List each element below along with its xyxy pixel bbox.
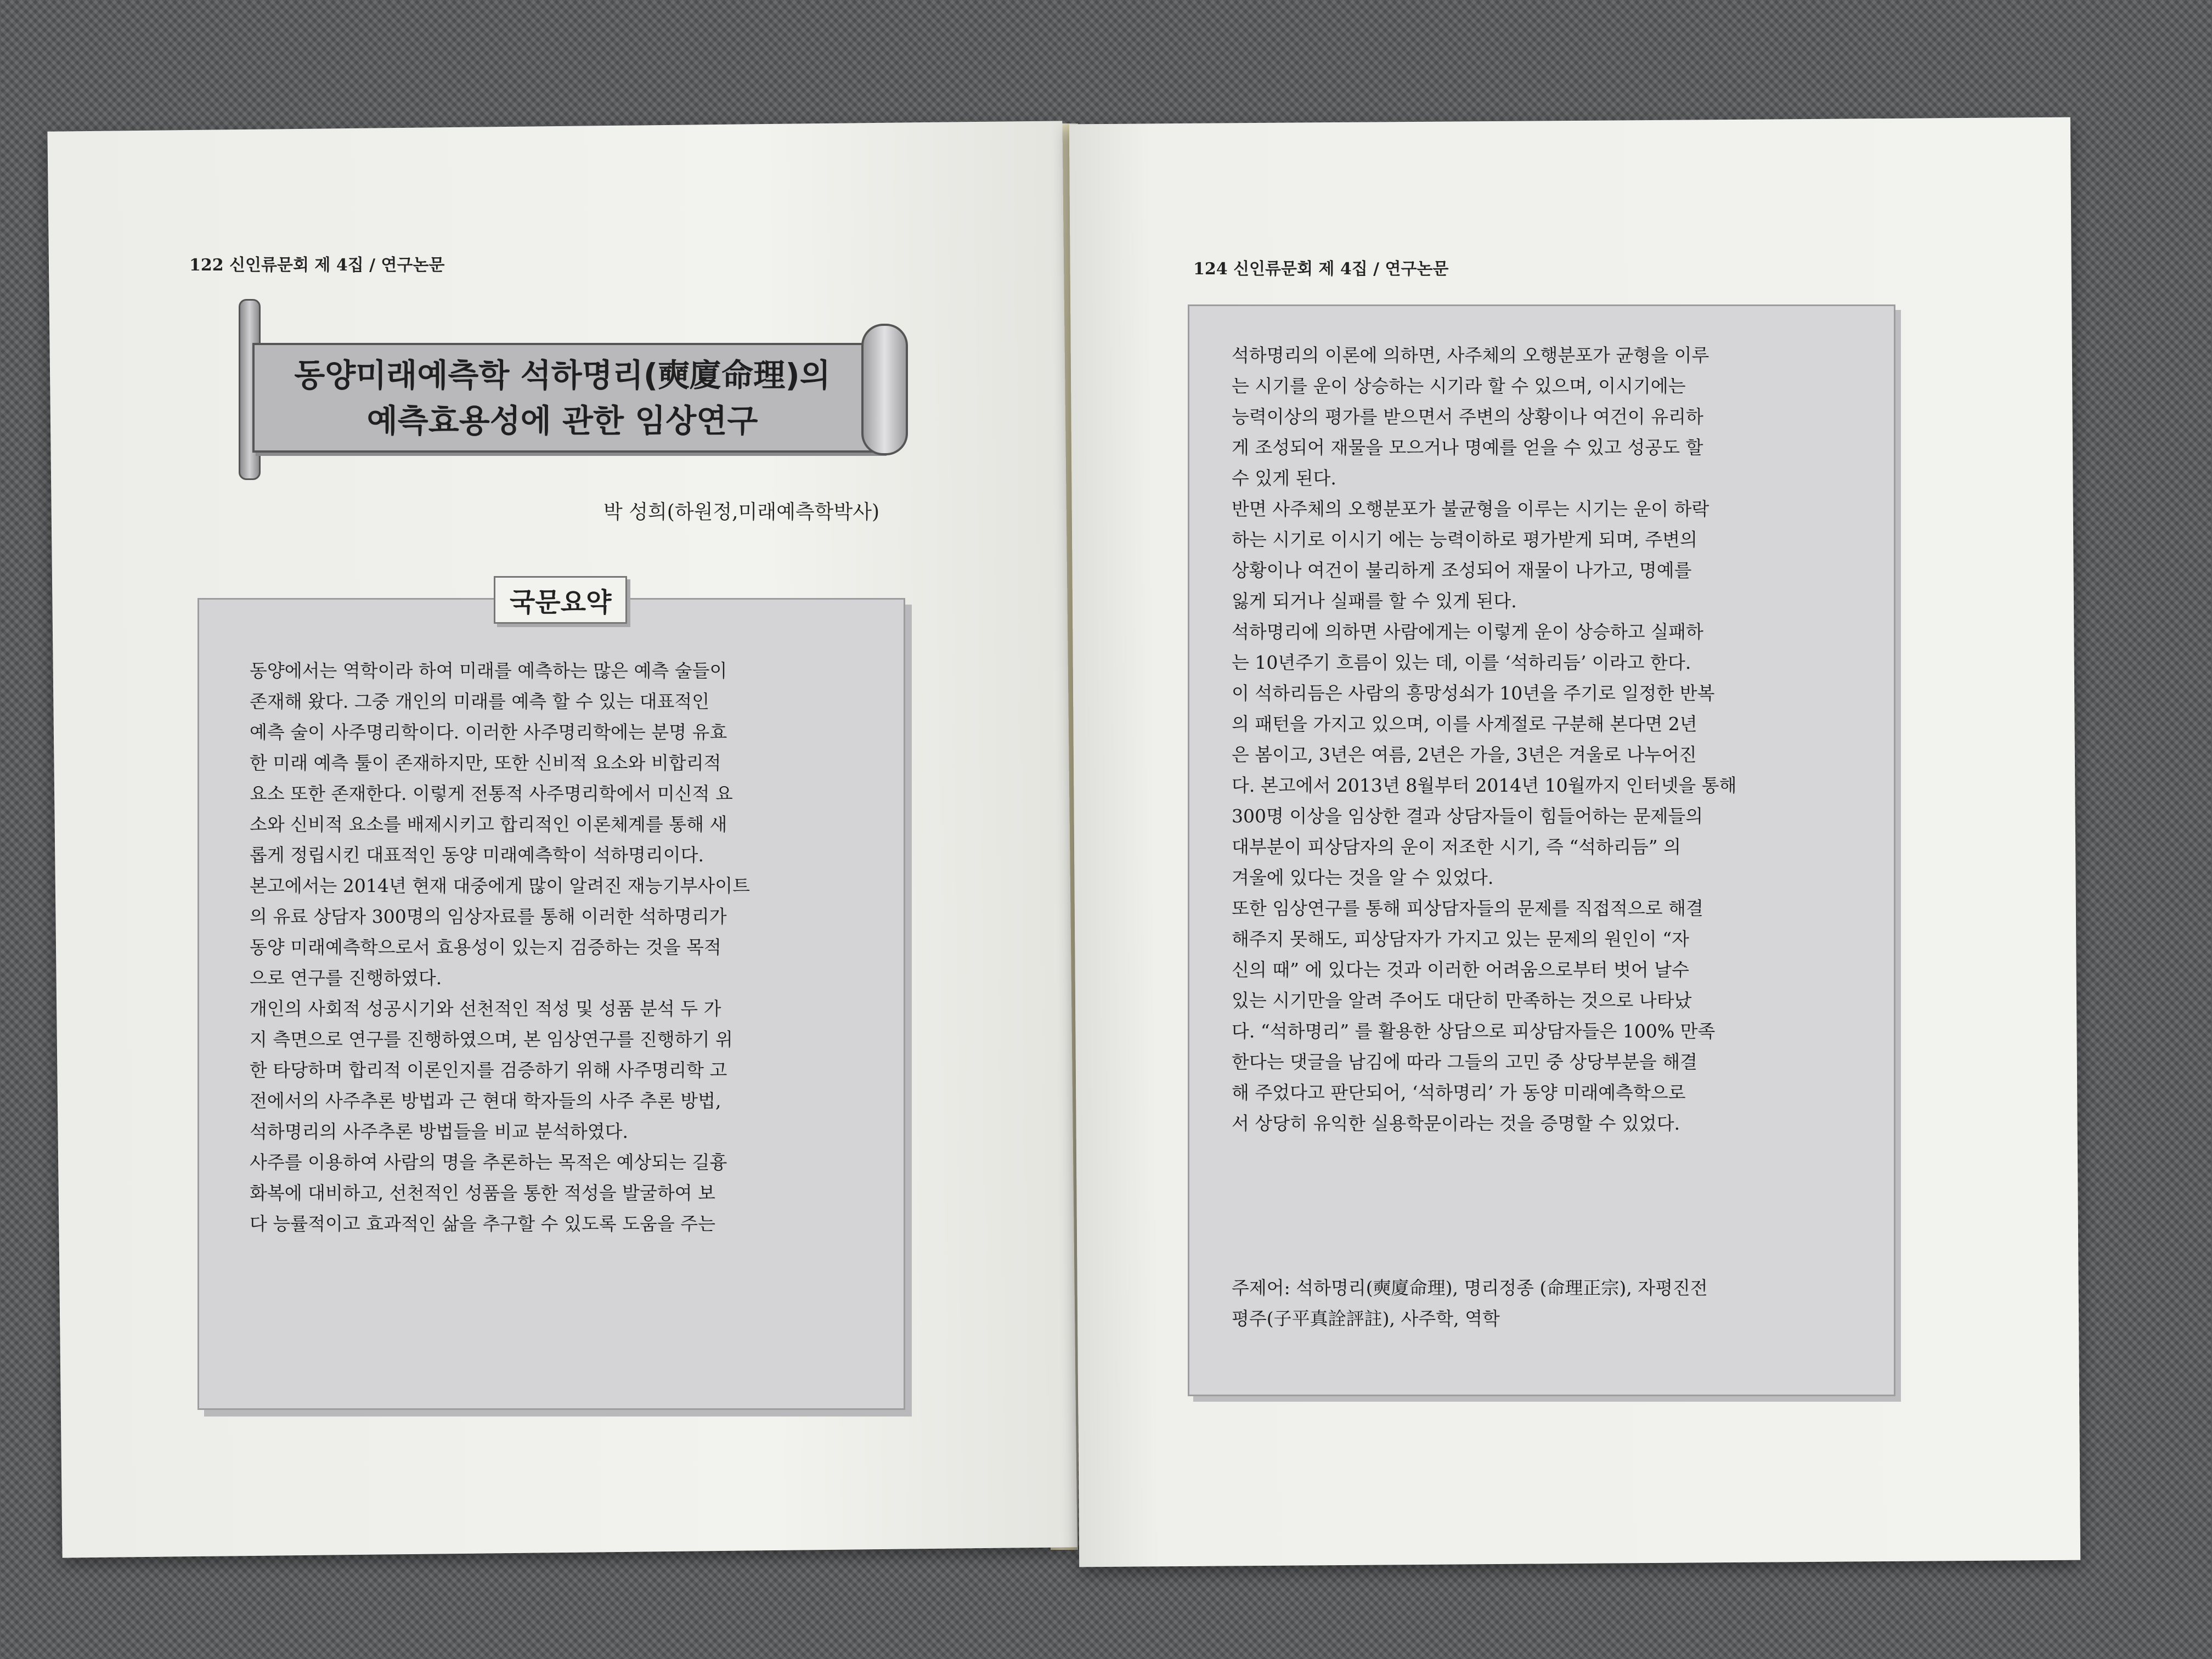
body-line: 다. “석하명리” 를 활용한 상담으로 피상담자들은 100% 만족 (1232, 1020, 1716, 1042)
body-line: 수 있게 된다. (1232, 467, 1336, 489)
abstract-line: 석하명리의 사주추론 방법들을 비교 분석하였다. (250, 1121, 629, 1142)
paper-title-line-1: 동양미래예측학 석하명리(奭廈命理)의 (294, 357, 831, 394)
abstract-line: 롭게 정립시킨 대표적인 동양 미래예측학이 석하명리이다. (250, 844, 704, 866)
keywords-line: 평주(子平真詮評註), 사주학, 역학 (1232, 1308, 1500, 1329)
body-line: 의 패턴을 가지고 있으며, 이를 사계절로 구분해 본다면 2년 (1232, 713, 1697, 735)
body-line: 은 봄이고, 3년은 여름, 2년은 가을, 3년은 겨울로 나누어진 (1232, 744, 1697, 765)
body-line: 300명 이상을 임상한 결과 상담자들이 힘들어하는 문제들의 (1232, 805, 1703, 827)
abstract-line: 한 타당하며 합리적 이론인지를 검증하기 위해 사주명리학 고 (250, 1059, 727, 1081)
body-line: 한다는 댓글을 남김에 따라 그들의 고민 중 상당부분을 해결 (1232, 1051, 1697, 1073)
abstract-line: 다 능률적이고 효과적인 삶을 추구할 수 있도록 도움을 주는 (250, 1213, 715, 1234)
body-line: 능력이상의 평가를 받으면서 주변의 상황이나 여건이 유리하 (1232, 406, 1703, 427)
author-line: 박 성희(하원정,미래예측학박사) (603, 501, 880, 523)
body-line: 이 석하리듬은 사람의 흥망성쇠가 10년을 주기로 일정한 반복 (1232, 682, 1715, 704)
abstract-line: 존재해 왔다. 그중 개인의 미래를 예측 할 수 있는 대표적인 (250, 691, 710, 712)
abstract-line: 전에서의 사주추론 방법과 근 현대 학자들의 사주 추론 방법, (250, 1090, 721, 1111)
body-line: 대부분이 피상담자의 운이 저조한 시기, 즉 “석하리듬” 의 (1232, 836, 1681, 857)
abstract-line: 동양에서는 역학이라 하여 미래를 예측하는 많은 예측 술들이 (250, 660, 727, 681)
abstract-line: 의 유료 상담자 300명의 임상자료를 통해 이러한 석하명리가 (250, 906, 727, 927)
continued-abstract-text (1232, 340, 1879, 1139)
body-line: 게 조성되어 재물을 모으거나 명예를 얻을 수 있고 성공도 할 (1232, 437, 1703, 458)
body-line: 다. 본고에서 2013년 8월부터 2014년 10월까지 인터넷을 통해 (1232, 775, 1737, 796)
abstract-line: 으로 연구를 진행하였다. (250, 967, 442, 989)
body-line: 서 상당히 유익한 실용학문이라는 것을 증명할 수 있었다. (1232, 1113, 1680, 1134)
keywords (1232, 1273, 1879, 1334)
title-scroll-banner (230, 299, 916, 480)
abstract-label: 국문요약 (494, 576, 627, 624)
abstract-line: 본고에서는 2014년 현재 대중에게 많이 알려진 재능기부사이트 (250, 875, 750, 896)
abstract-line: 한 미래 예측 툴이 존재하지만, 또한 신비적 요소와 비합리적 (250, 752, 721, 774)
body-line: 있는 시기만을 알려 주어도 대단히 만족하는 것으로 나타났 (1232, 990, 1692, 1011)
abstract-line: 요소 또한 존재한다. 이렇게 전통적 사주명리학에서 미신적 요 (250, 783, 733, 804)
body-line: 겨울에 있다는 것을 알 수 있었다. (1232, 867, 1494, 888)
left-page-header: 122 신인류문회 제 4집 / 연구논문 (189, 256, 445, 275)
paper-title-line-2: 예측효용성에 관한 임상연구 (366, 402, 758, 439)
body-line: 해주지 못해도, 피상담자가 가지고 있는 문제의 원인이 “자 (1232, 928, 1689, 950)
abstract-line: 소와 신비적 요소를 배제시키고 합리적인 이론체계를 통해 새 (250, 814, 727, 835)
body-line: 는 시기를 운이 상승하는 시기라 할 수 있으며, 이시기에는 (1232, 375, 1686, 397)
keywords-line: 주제어: 석하명리(奭廈命理), 명리정종 (命理正宗), 자평진전 (1232, 1277, 1708, 1299)
abstract-line: 개인의 사회적 성공시기와 선천적인 적성 및 성품 분석 두 가 (250, 998, 721, 1019)
body-line: 해 주었다고 판단되어, ‘석하명리’ 가 동양 미래예측학으로 (1232, 1082, 1686, 1103)
abstract-line: 예측 술이 사주명리학이다. 이러한 사주명리학에는 분명 유효 (250, 721, 727, 743)
body-line: 상황이나 여건이 불리하게 조성되어 재물이 나가고, 명예를 (1232, 560, 1692, 581)
body-line: 반면 사주체의 오행분포가 불균형을 이루는 시기는 운이 하락 (1232, 498, 1709, 520)
abstract-text (250, 656, 886, 1239)
abstract-line: 화복에 대비하고, 선천적인 성품을 통한 적성을 발굴하여 보 (250, 1182, 715, 1204)
body-line: 석하명리의 이론에 의하면, 사주체의 오행분포가 균형을 이루 (1232, 345, 1709, 366)
abstract-line: 지 측면으로 연구를 진행하였으며, 본 임상연구를 진행하기 위 (250, 1029, 733, 1050)
right-page-header: 124 신인류문회 제 4집 / 연구논문 (1193, 259, 1449, 279)
body-line: 또한 임상연구를 통해 피상담자들의 문제를 직접적으로 해결 (1232, 898, 1703, 919)
abstract-line: 동양 미래예측학으로서 효용성이 있는지 검증하는 것을 목적 (250, 936, 721, 958)
body-line: 신의 때” 에 있다는 것과 이러한 어려움으로부터 벗어 날수 (1232, 959, 1689, 980)
body-line: 잃게 되거나 실패를 할 수 있게 된다. (1232, 590, 1517, 612)
body-line: 는 10년주기 흐름이 있는 데, 이를 ‘석하리듬’ 이라고 한다. (1232, 652, 1691, 673)
body-line: 석하명리에 의하면 사람에게는 이렇게 운이 상승하고 실패하 (1232, 621, 1703, 642)
body-line: 하는 시기로 이시기 에는 능력이하로 평가받게 되며, 주변의 (1232, 529, 1697, 550)
abstract-line: 사주를 이용하여 사람의 명을 추론하는 목적은 예상되는 길흉 (250, 1152, 727, 1173)
scroll-rod-right (861, 324, 908, 455)
